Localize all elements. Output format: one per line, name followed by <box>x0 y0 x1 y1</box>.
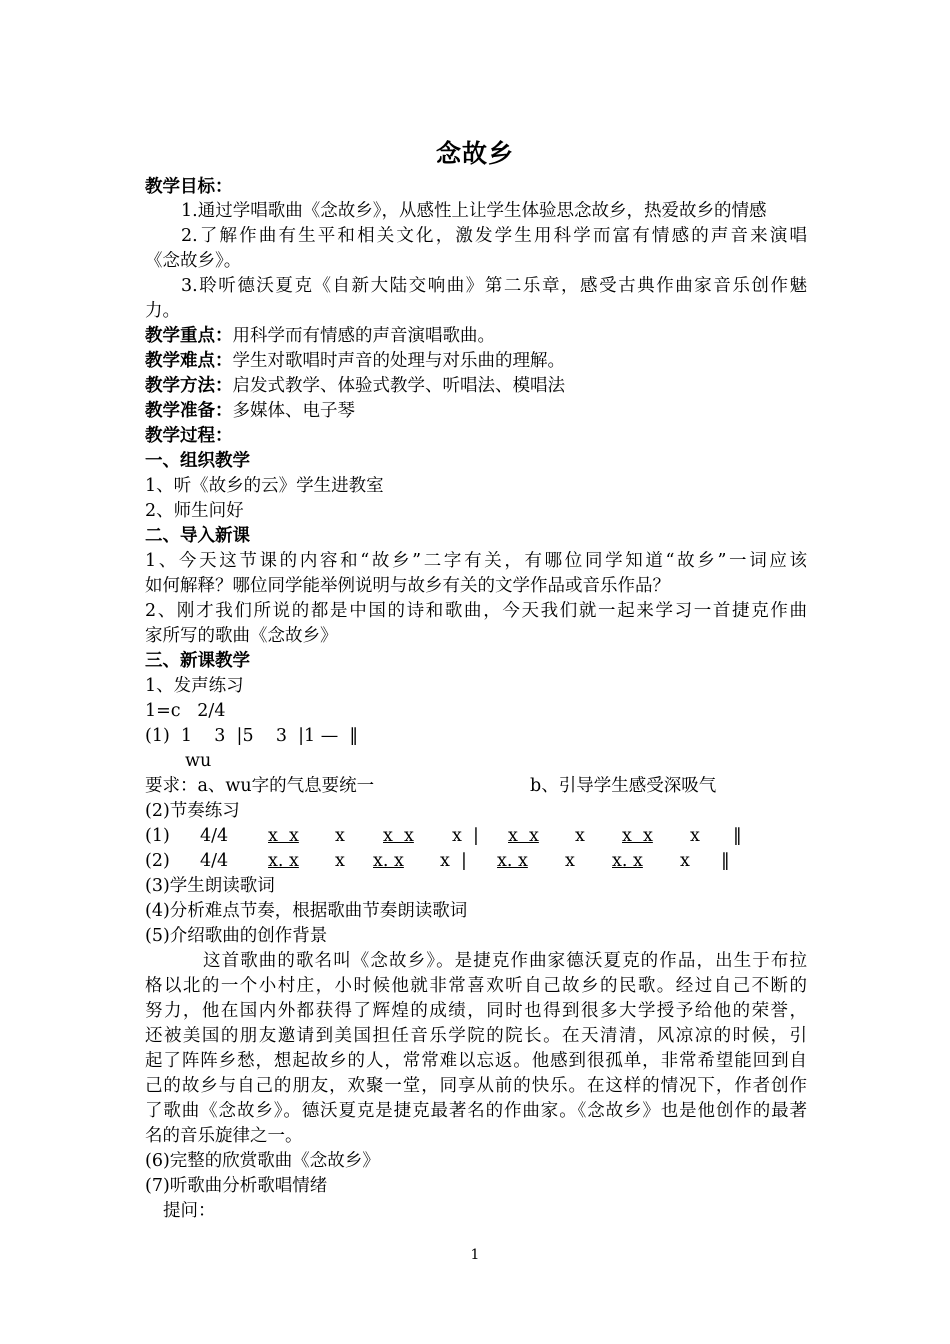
background-paragraph-line: 格以北的一个小村庄，小时候他就非常喜欢听自己故乡的民歌。经过自己不断的 <box>145 976 807 996</box>
rhythm-group: x. x <box>268 851 299 871</box>
goal-3-cont: 力。 <box>145 301 180 321</box>
requirement-a: 要求：a、wu字的气息要统一 <box>145 776 375 796</box>
rhythm-group: x. x <box>373 851 404 871</box>
rhythm-note: x <box>335 851 345 871</box>
rhythm-label: (2) <box>145 851 170 871</box>
step-7: (7)听歌曲分析歌唱情绪 <box>145 1176 328 1196</box>
difficulty-label: 教学难点： <box>145 351 233 371</box>
syllable-label: wu <box>185 751 212 771</box>
step-3: (3)学生朗读歌词 <box>145 876 275 896</box>
rhythm-group: x x <box>383 826 414 846</box>
background-paragraph-line: 这首歌曲的歌名叫《念故乡》。是捷克作曲家德沃夏克的作品，出生于布拉 <box>203 951 807 971</box>
background-paragraph-line: 己的故乡与自己的朋友，欢聚一堂，同享从前的快乐。在这样的情况下，作者创作 <box>145 1076 807 1096</box>
methods-text: 启发式教学、体验式教学、听唱法、模唱法 <box>232 376 565 396</box>
section2-line: 2、刚才我们所说的都是中国的诗和歌曲，今天我们就一起来学习一首捷克作曲 <box>145 601 807 621</box>
step-6: (6)完整的欣赏歌曲《念故乡》 <box>145 1151 380 1171</box>
process-label: 教学过程： <box>145 426 233 446</box>
background-paragraph-line: 了歌曲《念故乡》。德沃夏克是捷克最著名的作曲家。《念故乡》也是他创作的最著 <box>145 1101 807 1121</box>
rhythm-label: (1) <box>145 826 170 846</box>
background-paragraph-line: 努力，他在国内外都获得了辉煌的成绩，同时也得到很多大学授予给他的荣誉， <box>145 1001 807 1021</box>
step-4: (4)分析难点节奏，根据歌曲节奏朗读歌词 <box>145 901 468 921</box>
methods-line <box>145 374 565 399</box>
difficulty-line <box>145 349 565 374</box>
key-point-line <box>145 324 495 349</box>
section1-item: 2、师生问好 <box>145 501 244 521</box>
rhythm-meter: 4/4 <box>200 826 229 846</box>
rhythm-end-bar: ‖ <box>733 826 742 846</box>
rhythm-group: x x <box>268 826 299 846</box>
question-prompt: 提问： <box>163 1201 216 1221</box>
rhythm-meter: 4/4 <box>200 851 229 871</box>
goals-label: 教学目标： <box>145 177 233 197</box>
rhythm-note: x <box>690 826 700 846</box>
rhythm-end-bar: ‖ <box>721 851 730 871</box>
preparation-label: 教学准备： <box>145 401 233 421</box>
section1-item: 1、听《故乡的云》学生进教室 <box>145 476 384 496</box>
step-5: (5)介绍歌曲的创作背景 <box>145 926 328 946</box>
goal-3: 3.聆听德沃夏克《自新大陆交响曲》第二乐章，感受古典作曲家音乐创作魅 <box>181 276 807 296</box>
rhythm-note: x <box>565 851 575 871</box>
preparation-line <box>145 399 355 424</box>
section3-heading: 三、新课教学 <box>145 651 250 671</box>
requirement-b: b、引导学生感受深吸气 <box>530 776 717 796</box>
difficulty-text: 学生对歌唱时声音的处理与对乐曲的理解。 <box>232 351 565 371</box>
preparation-text: 多媒体、电子琴 <box>232 401 355 421</box>
background-paragraph-line: 起了阵阵乡愁，想起故乡的人，常常难以忘返。他感到很孤单，非常希望能回到自 <box>145 1051 807 1071</box>
key-signature: 1=c 2/4 <box>145 701 226 721</box>
section1-heading: 一、组织教学 <box>145 451 250 471</box>
rhythm-note: x <box>680 851 690 871</box>
goal-1: 1.通过学唱歌曲《念故乡》，从感性上让学生体验思念故乡，热爱故乡的情感 <box>181 201 767 221</box>
rhythm-group: x. x <box>612 851 643 871</box>
rhythm-group: x x <box>622 826 653 846</box>
background-paragraph-line: 名的音乐旋律之一。 <box>145 1126 303 1146</box>
section2-line: 1、今天这节课的内容和“故乡”二字有关，有哪位同学知道“故乡”一词应该 <box>145 551 807 571</box>
section2-line: 如何解释？哪位同学能举例说明与故乡有关的文学作品或音乐作品？ <box>145 576 670 596</box>
background-paragraph-line: 还被美国的朋友邀请到美国担任音乐学院的院长。在天清清，风凉凉的时候，引 <box>145 1026 807 1046</box>
goal-2-cont: 《念故乡》。 <box>145 251 242 271</box>
vocal-exercise-notes: (1) 1 3 |5 3 |1 — ‖ <box>145 726 359 746</box>
page-title: 念故乡 <box>435 139 514 168</box>
key-point-text: 用科学而有情感的声音演唱歌曲。 <box>232 326 495 346</box>
rhythm-practice-title: (2)节奏练习 <box>145 801 240 821</box>
page-number: 1 <box>470 1247 480 1263</box>
rhythm-note: x | <box>440 851 467 871</box>
rhythm-note: x | <box>452 826 479 846</box>
rhythm-group: x. x <box>497 851 528 871</box>
section2-line: 家所写的歌曲《念故乡》 <box>145 626 338 646</box>
goal-2: 2.了解作曲有生平和相关文化，激发学生用科学而富有情感的声音来演唱 <box>181 226 807 246</box>
section2-heading: 二、导入新课 <box>145 526 250 546</box>
rhythm-note: x <box>335 826 345 846</box>
vocal-exercise-title: 1、发声练习 <box>145 676 244 696</box>
key-point-label: 教学重点： <box>145 326 233 346</box>
rhythm-group: x x <box>508 826 539 846</box>
rhythm-note: x <box>575 826 585 846</box>
methods-label: 教学方法： <box>145 376 233 396</box>
